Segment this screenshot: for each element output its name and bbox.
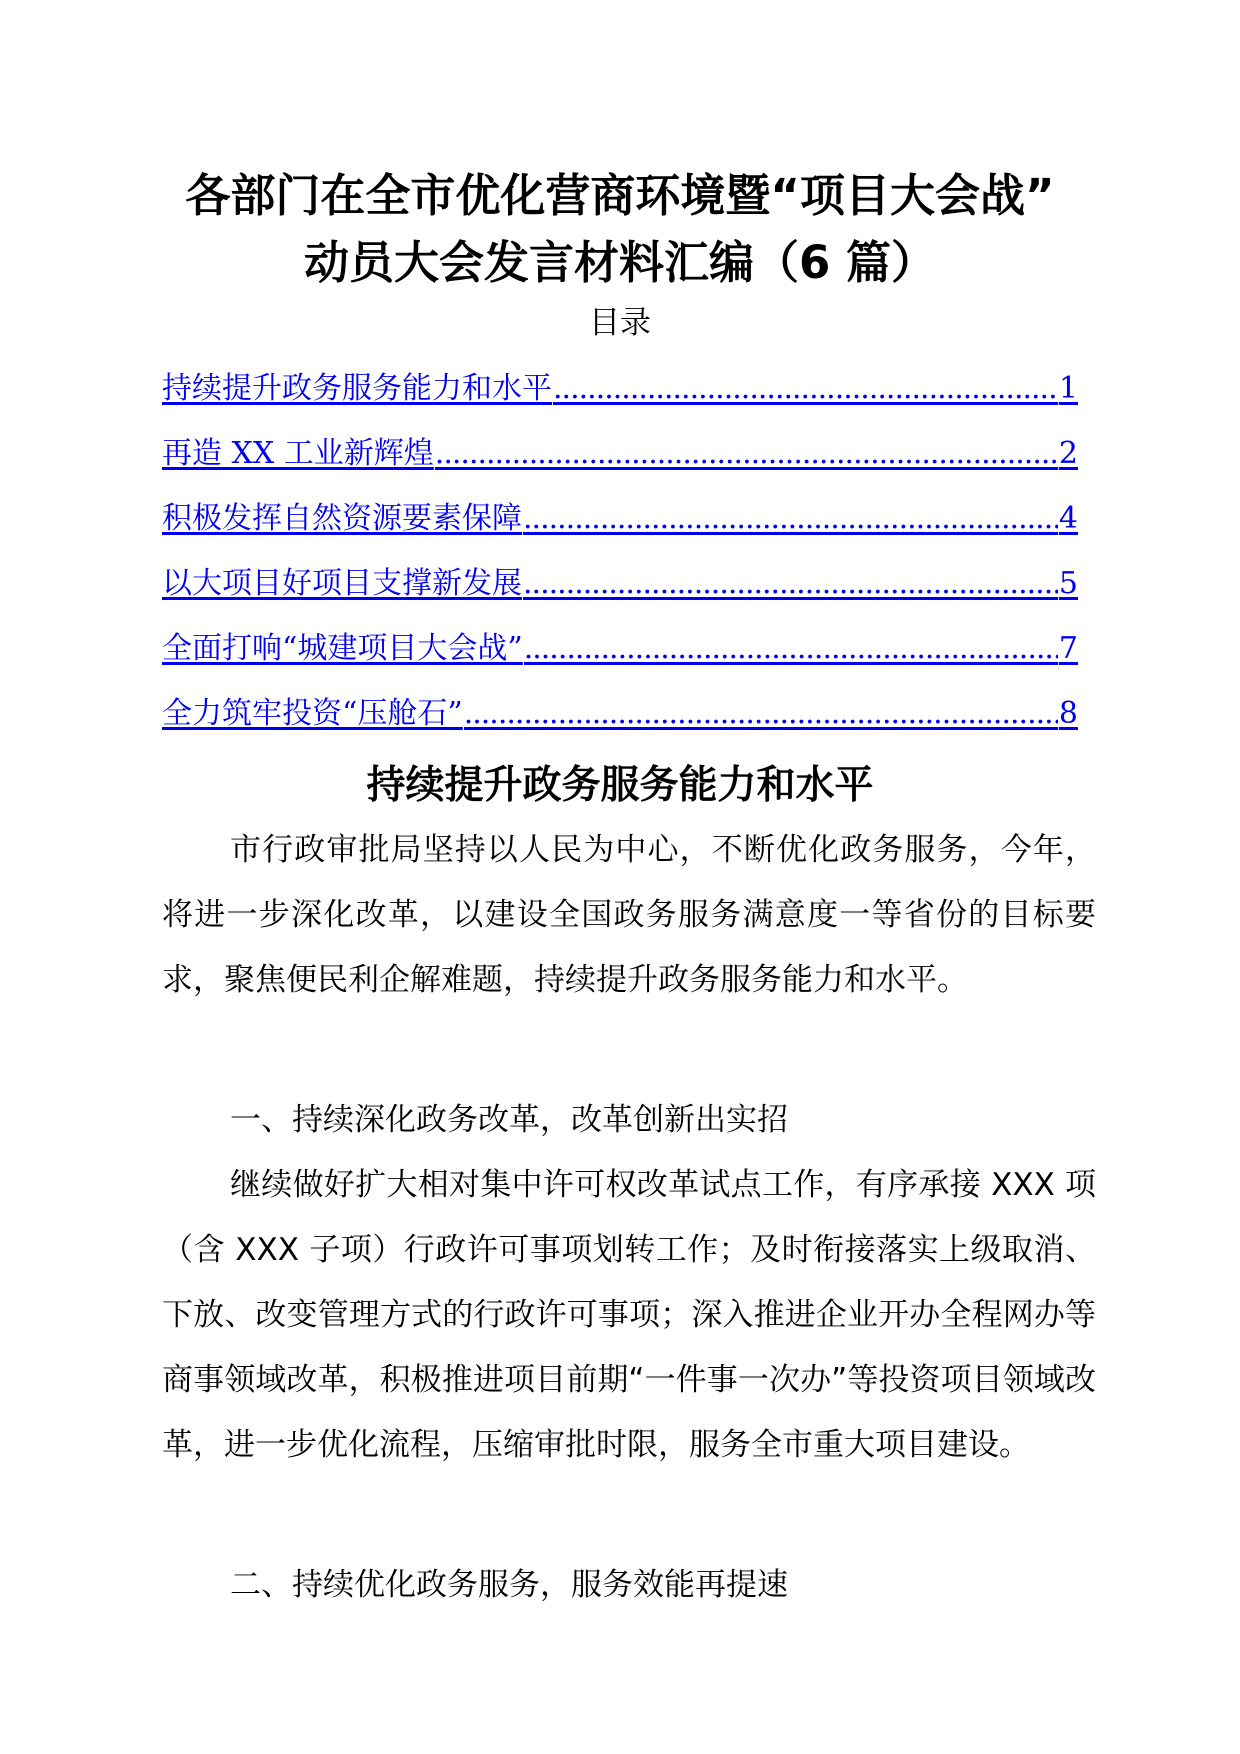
toc-page-number: 2 [1058,436,1078,471]
toc-leader-dots [553,366,1058,412]
toc-link-6[interactable] [162,691,1078,756]
toc-page-number: 1 [1058,371,1078,406]
toc-leader-dots [435,431,1058,477]
toc-link-text: 再造 XX 工业新辉煌 [162,436,434,471]
document-title-line2: 动员大会发言材料汇编（6 篇） [304,236,936,289]
toc-page-number: 7 [1058,631,1078,666]
toc-heading: 目录 [589,305,651,341]
toc-link-3[interactable] [162,496,1078,561]
toc-leader-dots [524,626,1058,672]
body-paragraph: 继续做好扩大相对集中许可权改革试点工作，有序承接 XXX 项（含 XXX 子项）行政许可事项划转工作；及时衔接落实上级取消、下放、改变管理方式的行政许可事项；深入推进企业开办全程网办等商事领域改革，积极推进项目前期“一件事一次办”等投资项目领域改革，进一步优化流程，压缩审批时限，服务全市重大项目建设。 [162,1167,1096,1463]
toc-link-4[interactable] [162,561,1078,626]
section-title: 持续提升政务服务能力和水平 [366,763,874,808]
table-of-contents [162,366,1078,756]
document-title-line1: 各部门在全市优化营商环境暨“项目大会战” [185,169,1055,222]
toc-link-2[interactable] [162,431,1078,496]
toc-link-text: 持续提升政务服务能力和水平 [162,371,552,406]
subsection-heading: 一、持续深化政务改革，改革创新出实招 [230,1102,788,1138]
toc-link-text: 积极发挥自然资源要素保障 [162,501,522,536]
toc-link-1[interactable] [162,366,1078,431]
toc-link-5[interactable] [162,626,1078,691]
toc-page-number: 4 [1058,501,1078,536]
body-paragraph: 市行政审批局坚持以人民为中心，不断优化政务服务，今年，将进一步深化改革，以建设全国政务服务满意度一等省份的目标要求，聚焦便民利企解难题，持续提升政务服务能力和水平。 [162,832,1096,998]
toc-leader-dots [523,496,1058,542]
toc-page-number: 5 [1058,566,1078,601]
toc-leader-dots [523,561,1058,607]
toc-page-number: 8 [1058,696,1078,731]
subsection-heading: 二、持续优化政务服务，服务效能再提速 [230,1567,788,1603]
toc-link-text: 全力筑牢投资“压舱石” [162,696,463,731]
toc-leader-dots [464,691,1058,737]
toc-link-text: 全面打响“城建项目大会战” [162,631,523,666]
toc-link-text: 以大项目好项目支撑新发展 [162,566,522,601]
